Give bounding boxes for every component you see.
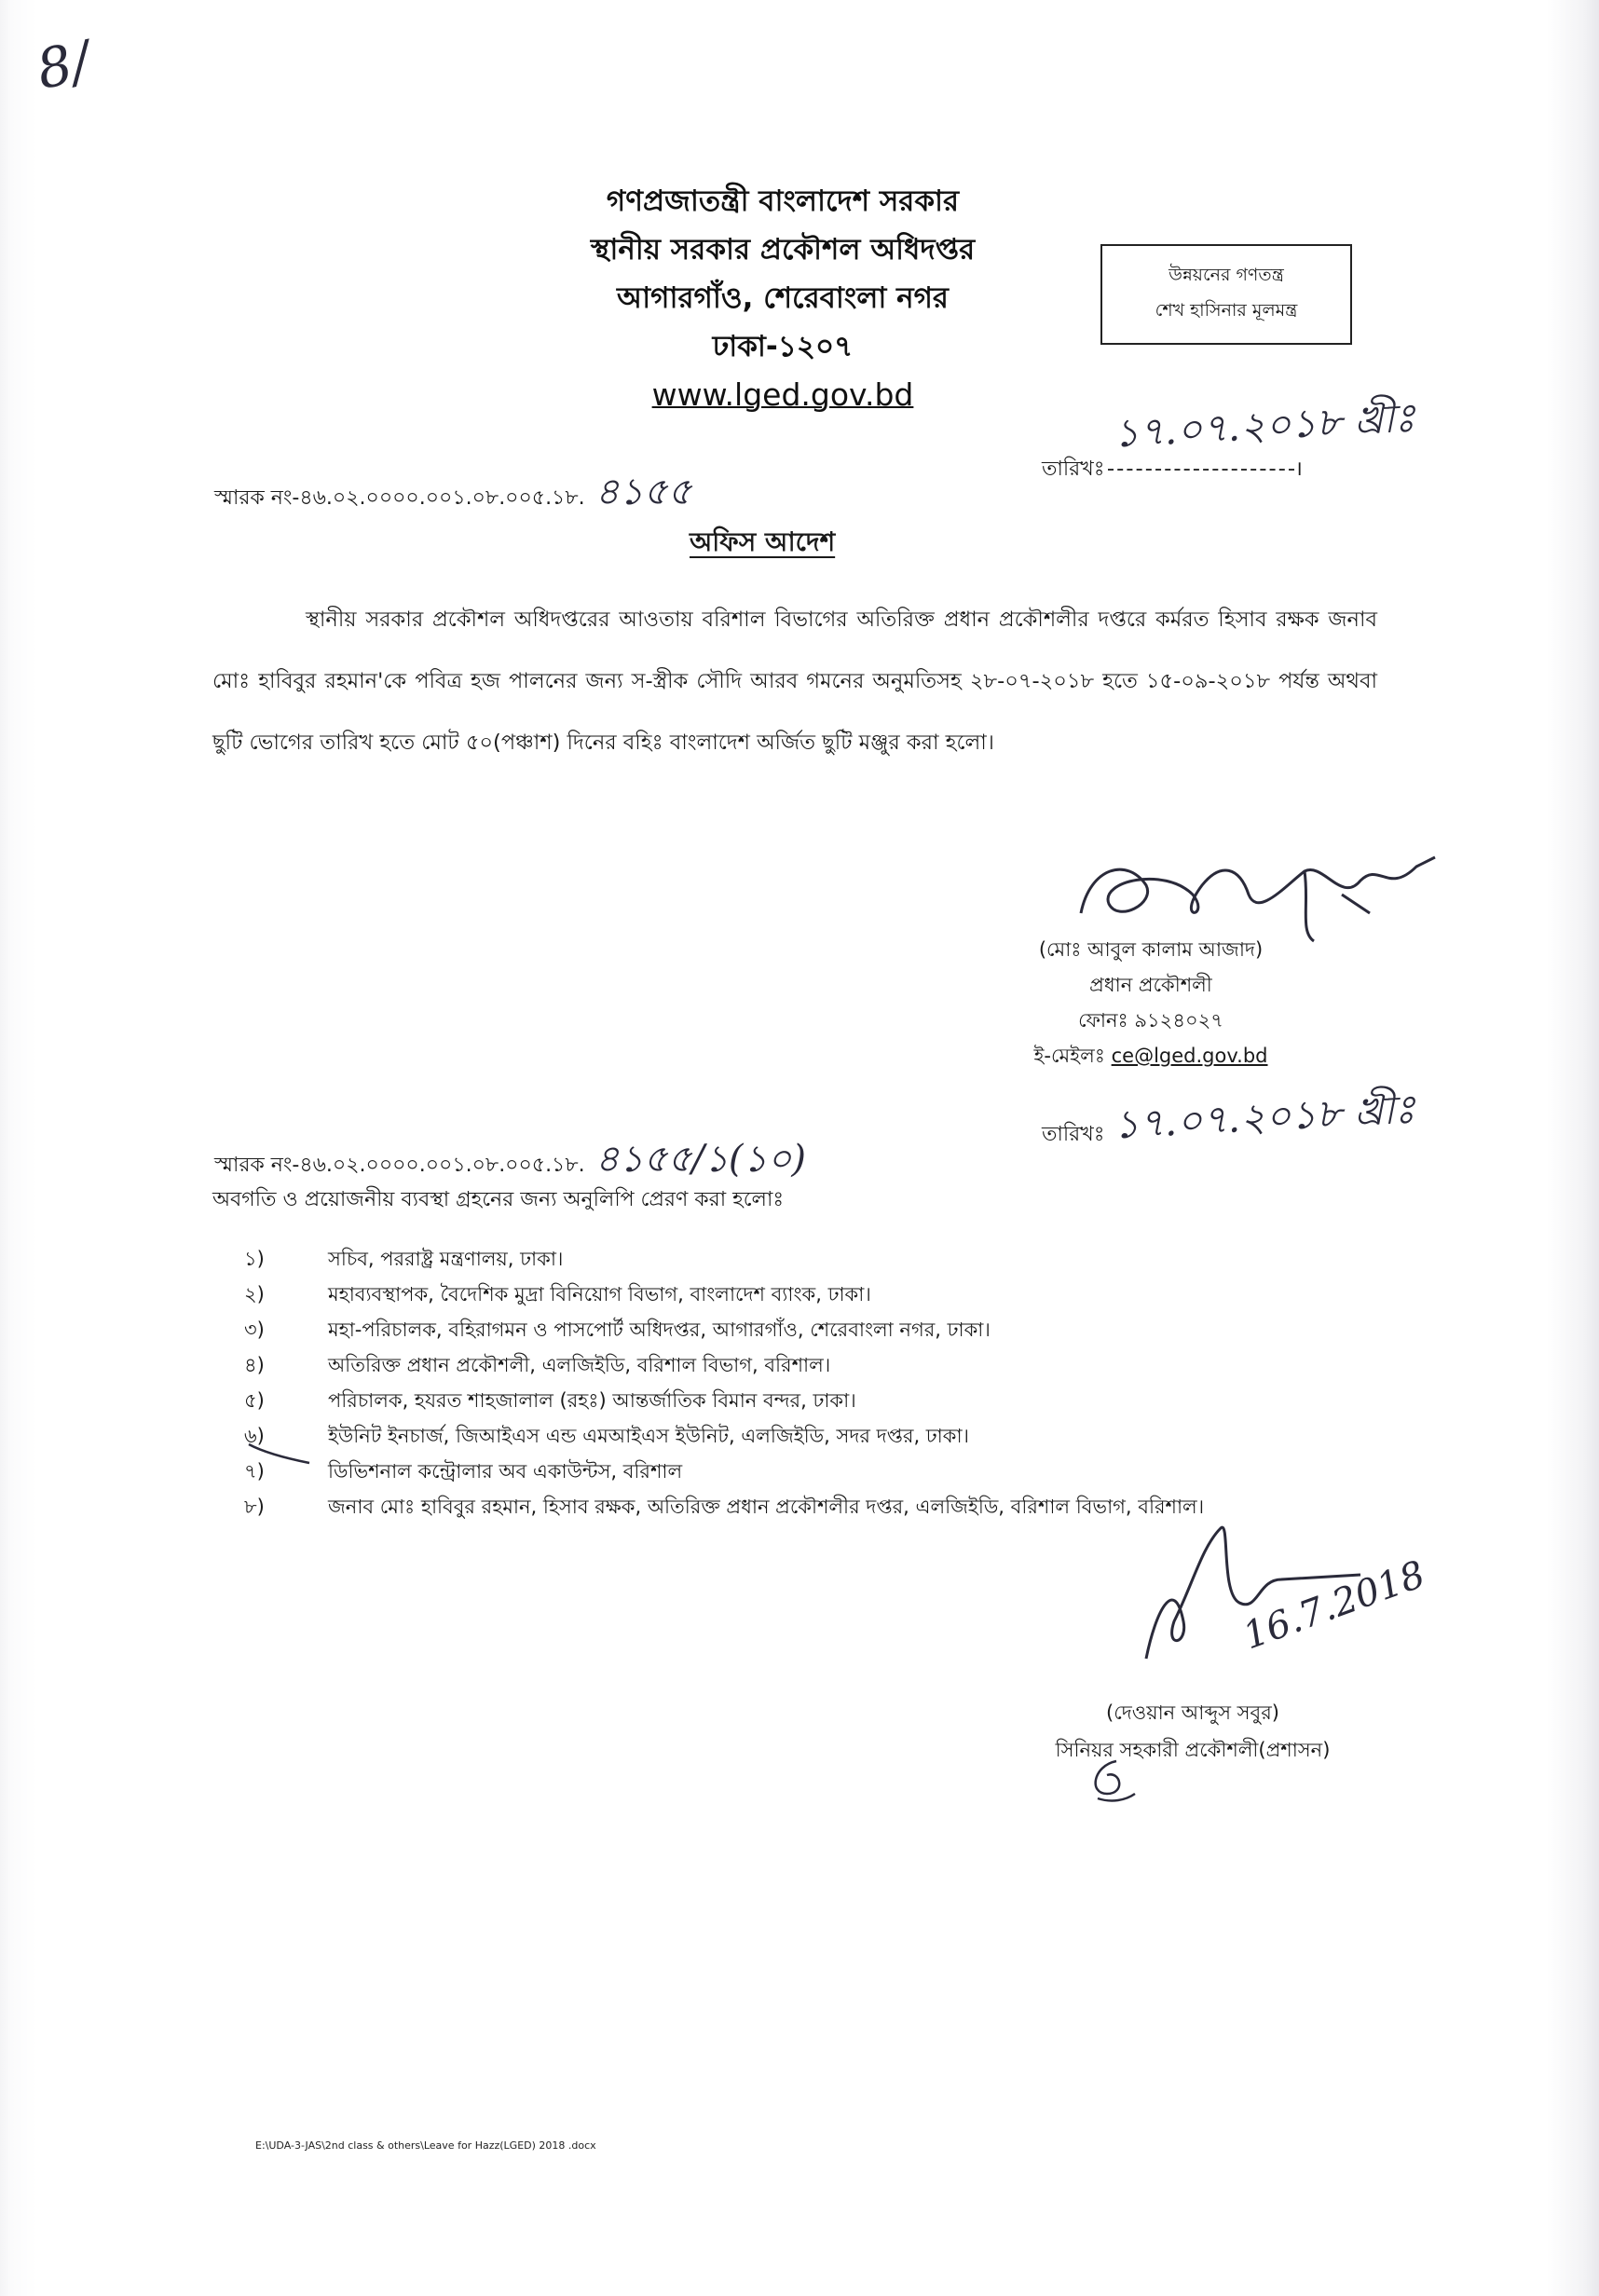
signatory-1-email-label: ই-মেইলঃ — [1033, 1045, 1112, 1067]
signatory-2 — [988, 1694, 1398, 1769]
signatory-1-phone: ফোনঃ ৯১২৪০২৭ — [1078, 1009, 1223, 1032]
distribution-item-text: ইউনিট ইনচার্জ, জিআইএস এন্ড এমআইএস ইউনিট, এলজিইডি, সদর দপ্তর, ঢাকা। — [328, 1425, 970, 1447]
slogan-line-1: উন্নয়নের গণতন্ত্র — [1168, 265, 1284, 285]
letterhead — [503, 177, 1062, 419]
distribution-item — [244, 1241, 1223, 1277]
distribution-item-number: ৮) — [244, 1496, 265, 1518]
distribution-item-text: ডিভিশনাল কন্ট্রোলার অব একাউন্টস, বরিশাল — [328, 1460, 683, 1483]
memo-number-handwritten: ৪১৫৫/১(১০) — [594, 1138, 807, 1181]
initials-mark — [1079, 1752, 1144, 1808]
memo-number-handwritten: ৪১৫৫ — [594, 471, 692, 513]
memo-number-2 — [214, 1129, 806, 1192]
signature-2-date: 16.7.2018 — [1237, 1552, 1431, 1659]
distribution-item — [244, 1454, 1223, 1489]
distribution-item-number: ২) — [244, 1283, 265, 1305]
distribution-item — [244, 1383, 1223, 1418]
header-website[interactable]: www.lged.gov.bd — [651, 376, 914, 413]
distribution-item-number: ৪) — [244, 1354, 265, 1376]
slogan-line-2: শেখ হাসিনার মূলমন্ত্র — [1155, 300, 1298, 321]
signatory-1-email-line — [950, 1038, 1351, 1073]
date-dash-line — [1108, 469, 1294, 471]
memo-date-2 — [1042, 1118, 1104, 1153]
memo-number-text: স্মারক নং-৪৬.০২.০০০০.০০১.০৮.০০৫.১৮. — [214, 1154, 585, 1177]
checkmark-mark — [244, 1426, 319, 1472]
distribution-item-text: সচিব, পররাষ্ট্র মন্ত্রণালয়, ঢাকা। — [328, 1248, 564, 1270]
distribution-item — [244, 1489, 1223, 1524]
distribution-item — [244, 1347, 1223, 1383]
signatory-1-designation: প্রধান প্রকৌশলী — [1089, 974, 1212, 996]
distribution-item — [244, 1418, 1223, 1454]
signatory-2-name: (দেওয়ান আব্দুস সবুর) — [1106, 1702, 1279, 1724]
distribution-item-text: জনাব মোঃ হাবিবুর রহমান, হিসাব রক্ষক, অতিরিক্ত প্রধান প্রকৌশলীর দপ্তর, এলজিইডি, বরিশাল বিভাগ, বরিশাল। — [328, 1496, 1205, 1518]
header-government: গণপ্রজাতন্ত্রী বাংলাদেশ সরকার — [606, 184, 960, 218]
order-body-text: স্থানীয় সরকার প্রকৌশল অধিদপ্তরের আওতায় বরিশাল বিভাগের অতিরিক্ত প্রধান প্রকৌশলীর দপ্তরে কর্মরত হিসাব রক্ষক জনাব মোঃ হাবিবুর রহমান'কে পবিত্র হজ পালনের জন্য স-স্ত্রীক সৌদি আরব গমনের অনুমতিসহ ২৮-০৭-২০১৮ হতে ১৫-০৯-২০১৮ পর্যন্ত অথবা ছুটি ভোগের তারিখ হতে মোট ৫০(পঞ্চাশ) দিনের বহিঃ বাংলাদেশ অর্জিত ছুটি মঞ্জুর করা হলো। — [212, 608, 1377, 755]
distribution-item-text: পরিচালক, হযরত শাহজালাল (রহঃ) আন্তর্জাতিক বিমান বন্দর, ঢাকা। — [328, 1389, 856, 1412]
memo-number-text: স্মারক নং-৪৬.০২.০০০০.০০১.০৮.০০৫.১৮. — [214, 486, 585, 510]
margin-note: 8/ — [31, 28, 96, 102]
footer-file-path: E:\UDA-3-JAS\2nd class & others\Leave for Hazz(LGED) 2018 .docx — [255, 2139, 596, 2152]
distribution-item-text: মহাব্যবস্থাপক, বৈদেশিক মুদ্রা বিনিয়োগ বিভাগ, বাংলাদেশ ব্যাংক, ঢাকা। — [328, 1283, 871, 1305]
signatory-1 — [950, 932, 1351, 1073]
date-label: তারিখঃ — [1042, 1123, 1105, 1146]
distribution-item — [244, 1277, 1223, 1312]
header-address: আগারগাঁও, শেরেবাংলা নগর — [617, 281, 949, 315]
distribution-item-number: ৬) — [244, 1425, 265, 1447]
date-label: তারিখঃ — [1042, 458, 1105, 481]
memo-date-2-handwritten: ১৭.০৭.২০১৮ খ্রীঃ — [1112, 1086, 1416, 1148]
distribution-item-text: মহা-পরিচালক, বহিরাগমন ও পাসপোর্ট অধিদপ্তর, আগারগাঁও, শেরেবাংলা নগর, ঢাকা। — [328, 1319, 991, 1341]
distribution-item-number: ৩) — [244, 1319, 265, 1341]
memo-number-1 — [214, 462, 691, 525]
signatory-2-designation: সিনিয়র সহকারী প্রকৌশলী(প্রশাসন) — [1055, 1739, 1331, 1761]
header-department: স্থানীয় সরকার প্রকৌশল অধিদপ্তর — [590, 233, 976, 266]
distribution-item-number: ১) — [244, 1248, 265, 1270]
memo-date-1-handwritten: ১৭.০৭.২০১৮ খ্রীঃ — [1112, 394, 1416, 457]
order-body — [212, 589, 1377, 773]
signatory-1-email[interactable]: ce@lged.gov.bd — [1111, 1045, 1268, 1067]
distribution-item-text: অতিরিক্ত প্রধান প্রকৌশলী, এলজিইডি, বরিশাল বিভাগ, বরিশাল। — [328, 1354, 831, 1376]
copy-intro: অবগতি ও প্রয়োজনীয় ব্যবস্থা গ্রহনের জন্য অনুলিপি প্রেরণ করা হলোঃ — [212, 1188, 785, 1211]
signatory-1-name: (মোঃ আবুল কালাম আজাদ) — [1038, 938, 1264, 961]
order-title: অফিস আদেশ — [690, 526, 836, 557]
distribution-item-number: ৫) — [244, 1389, 265, 1412]
distribution-list — [244, 1241, 1223, 1524]
distribution-item — [244, 1312, 1223, 1347]
slogan-box — [1100, 244, 1352, 345]
date-end-mark: । — [1294, 458, 1303, 481]
header-city: ঢাকা-১২০৭ — [712, 330, 854, 363]
distribution-item-number: ৭) — [244, 1460, 265, 1483]
